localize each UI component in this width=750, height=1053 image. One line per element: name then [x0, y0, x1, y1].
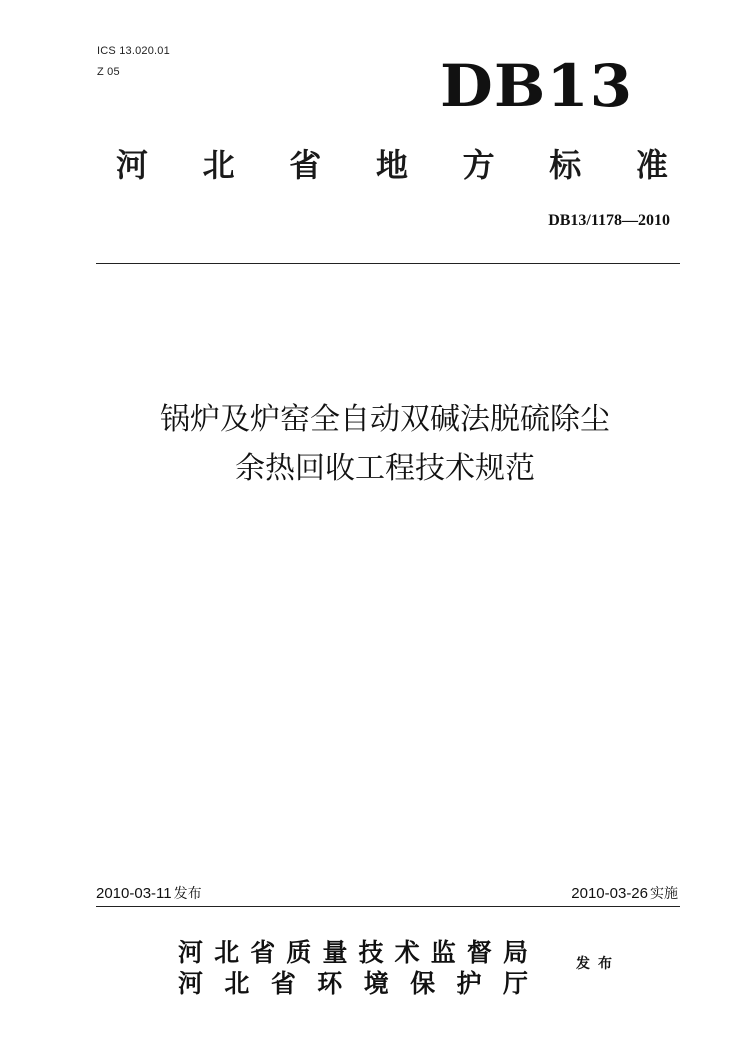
issue-label: 发布 [173, 886, 202, 902]
top-divider [96, 263, 680, 264]
bottom-divider [96, 906, 680, 907]
issuer-char: 技 [358, 938, 384, 967]
issuer-environment-dept [178, 964, 528, 1000]
issuer-char: 监 [430, 938, 456, 967]
issuer-char: 厅 [502, 969, 528, 998]
issuer-char: 督 [466, 938, 492, 967]
publish-label: 发布 [576, 956, 620, 972]
issuer-char: 护 [456, 969, 482, 998]
implement-label: 实施 [650, 886, 678, 902]
heading-char: 北 [202, 146, 235, 184]
db13-logo: DB13 [440, 52, 634, 120]
heading-char: 省 [289, 146, 322, 184]
issuer-char: 局 [502, 938, 528, 967]
issuer-char: 北 [214, 938, 240, 967]
issuer-char: 河 [178, 969, 204, 998]
heading-char: 方 [462, 146, 495, 184]
implement-date: 2010-03-26 [571, 885, 648, 902]
title-line-2: 余热回收工程技术规范 [235, 451, 535, 486]
issuer-char: 量 [322, 938, 348, 967]
heading-char: 标 [549, 146, 582, 184]
classification-code: Z 05 [97, 66, 120, 78]
issuer-char: 保 [410, 969, 436, 998]
document-title [60, 395, 710, 493]
ics-code: ICS 13.020.01 [97, 45, 170, 57]
standard-number: DB13/1178—2010 [548, 212, 670, 229]
issuer-char: 术 [394, 938, 420, 967]
heading-char: 地 [375, 146, 408, 184]
implement-date-block [571, 883, 678, 903]
title-line-1: 锅炉及炉窑全自动双碱法脱硫除尘 [160, 402, 610, 437]
heading-char: 准 [635, 146, 668, 184]
issuer-char: 北 [224, 969, 250, 998]
issue-date: 2010-03-11 [96, 885, 172, 902]
issue-date-block [96, 883, 202, 903]
issuer-char: 省 [250, 938, 276, 967]
standard-kind-heading [112, 140, 672, 186]
issuer-char: 河 [178, 938, 204, 967]
heading-char: 河 [115, 146, 148, 184]
issuer-char: 质 [286, 938, 312, 967]
issuer-char: 境 [363, 969, 389, 998]
issuer-char: 省 [270, 969, 296, 998]
issuer-char: 环 [317, 969, 343, 998]
